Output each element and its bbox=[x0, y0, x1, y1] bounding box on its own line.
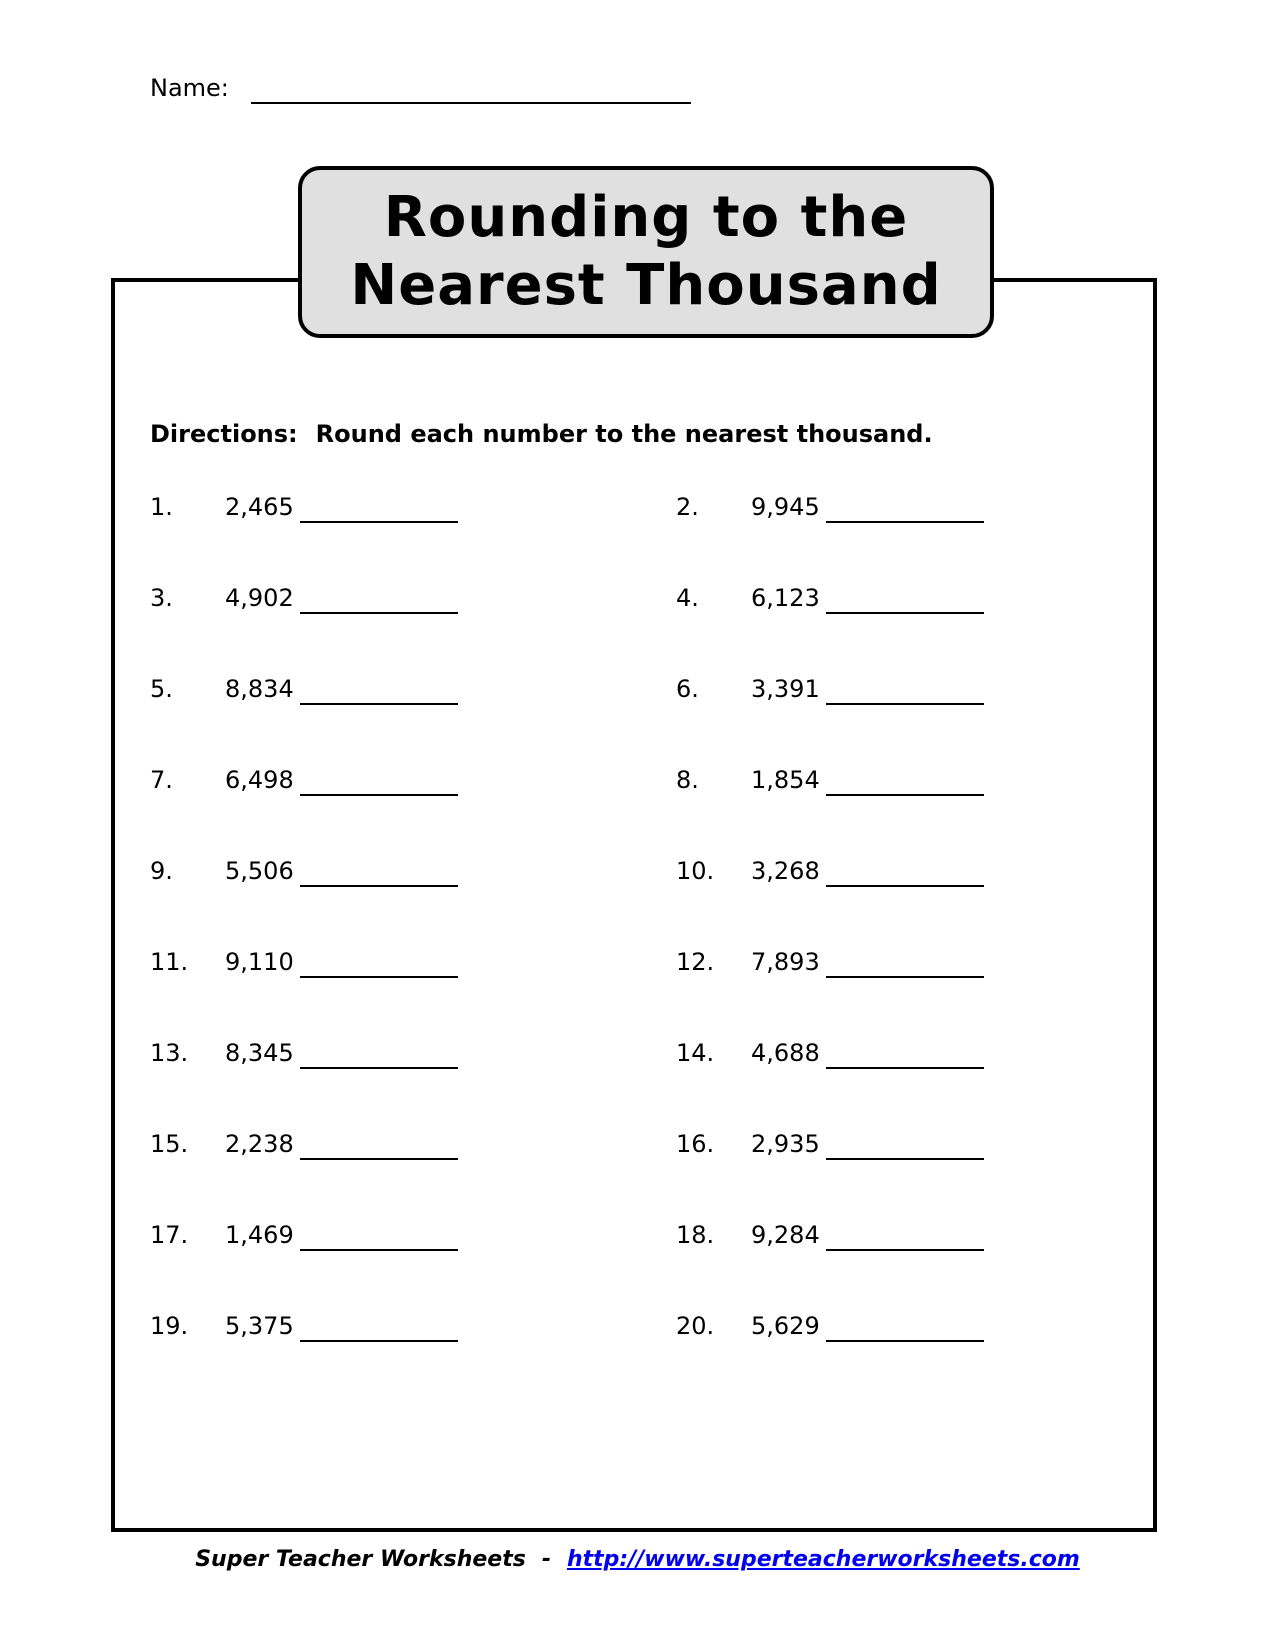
answer-blank[interactable] bbox=[300, 521, 458, 523]
problem-number: 3. bbox=[150, 584, 173, 612]
problem-value: 1,469 bbox=[225, 1221, 294, 1249]
problem-number: 7. bbox=[150, 766, 173, 794]
worksheet-frame bbox=[111, 278, 1157, 1532]
title-line-1: Rounding to the bbox=[383, 185, 909, 250]
problem-number: 6. bbox=[676, 675, 699, 703]
answer-blank[interactable] bbox=[826, 1067, 984, 1069]
problem-value: 2,238 bbox=[225, 1130, 294, 1158]
problem-number: 20. bbox=[676, 1312, 715, 1340]
answer-blank[interactable] bbox=[826, 1158, 984, 1160]
problem-value: 1,854 bbox=[751, 766, 820, 794]
name-label: Name: bbox=[150, 74, 229, 102]
problem-value: 5,506 bbox=[225, 857, 294, 885]
problem-number: 12. bbox=[676, 948, 715, 976]
problem-value: 3,391 bbox=[751, 675, 820, 703]
problem-value: 7,893 bbox=[751, 948, 820, 976]
problem-value: 6,498 bbox=[225, 766, 294, 794]
problem-value: 2,935 bbox=[751, 1130, 820, 1158]
name-row bbox=[150, 72, 691, 104]
problem-value: 4,902 bbox=[225, 584, 294, 612]
problem-number: 16. bbox=[676, 1130, 715, 1158]
problem-number: 4. bbox=[676, 584, 699, 612]
problem-number: 14. bbox=[676, 1039, 715, 1067]
page-title bbox=[350, 184, 941, 320]
footer-brand: Super Teacher Worksheets bbox=[195, 1547, 526, 1572]
problem-value: 9,945 bbox=[751, 493, 820, 521]
problem-number: 19. bbox=[150, 1312, 189, 1340]
problem-number: 11. bbox=[150, 948, 189, 976]
problem-value: 8,345 bbox=[225, 1039, 294, 1067]
problem-number: 2. bbox=[676, 493, 699, 521]
answer-blank[interactable] bbox=[300, 976, 458, 978]
problem-value: 3,268 bbox=[751, 857, 820, 885]
footer-link[interactable]: http://www.superteacherworksheets.com bbox=[566, 1547, 1080, 1572]
problem-value: 8,834 bbox=[225, 675, 294, 703]
answer-blank[interactable] bbox=[826, 976, 984, 978]
answer-blank[interactable] bbox=[826, 703, 984, 705]
title-line-2: Nearest Thousand bbox=[350, 253, 942, 318]
directions bbox=[150, 418, 933, 450]
name-blank-line[interactable] bbox=[251, 72, 691, 104]
problem-value: 4,688 bbox=[751, 1039, 820, 1067]
problem-value: 9,284 bbox=[751, 1221, 820, 1249]
answer-blank[interactable] bbox=[300, 703, 458, 705]
answer-blank[interactable] bbox=[300, 1158, 458, 1160]
problem-number: 17. bbox=[150, 1221, 189, 1249]
directions-text: Round each number to the nearest thousand. bbox=[315, 420, 933, 448]
answer-blank[interactable] bbox=[826, 1340, 984, 1342]
problem-number: 8. bbox=[676, 766, 699, 794]
problem-number: 13. bbox=[150, 1039, 189, 1067]
answer-blank[interactable] bbox=[300, 885, 458, 887]
answer-blank[interactable] bbox=[826, 1249, 984, 1251]
problem-value: 2,465 bbox=[225, 493, 294, 521]
problem-value: 5,375 bbox=[225, 1312, 294, 1340]
directions-label: Directions: bbox=[150, 420, 298, 448]
problem-number: 1. bbox=[150, 493, 173, 521]
problem-number: 18. bbox=[676, 1221, 715, 1249]
answer-blank[interactable] bbox=[300, 1340, 458, 1342]
answer-blank[interactable] bbox=[826, 885, 984, 887]
problem-value: 9,110 bbox=[225, 948, 294, 976]
answer-blank[interactable] bbox=[826, 521, 984, 523]
answer-blank[interactable] bbox=[826, 794, 984, 796]
problem-number: 9. bbox=[150, 857, 173, 885]
answer-blank[interactable] bbox=[300, 612, 458, 614]
problem-value: 5,629 bbox=[751, 1312, 820, 1340]
answer-blank[interactable] bbox=[826, 612, 984, 614]
problem-value: 6,123 bbox=[751, 584, 820, 612]
title-box bbox=[298, 166, 994, 338]
problem-number: 10. bbox=[676, 857, 715, 885]
problem-number: 5. bbox=[150, 675, 173, 703]
problem-number: 15. bbox=[150, 1130, 189, 1158]
footer-separator: - bbox=[541, 1547, 551, 1572]
answer-blank[interactable] bbox=[300, 1067, 458, 1069]
answer-blank[interactable] bbox=[300, 794, 458, 796]
answer-blank[interactable] bbox=[300, 1249, 458, 1251]
footer bbox=[0, 1546, 1275, 1574]
